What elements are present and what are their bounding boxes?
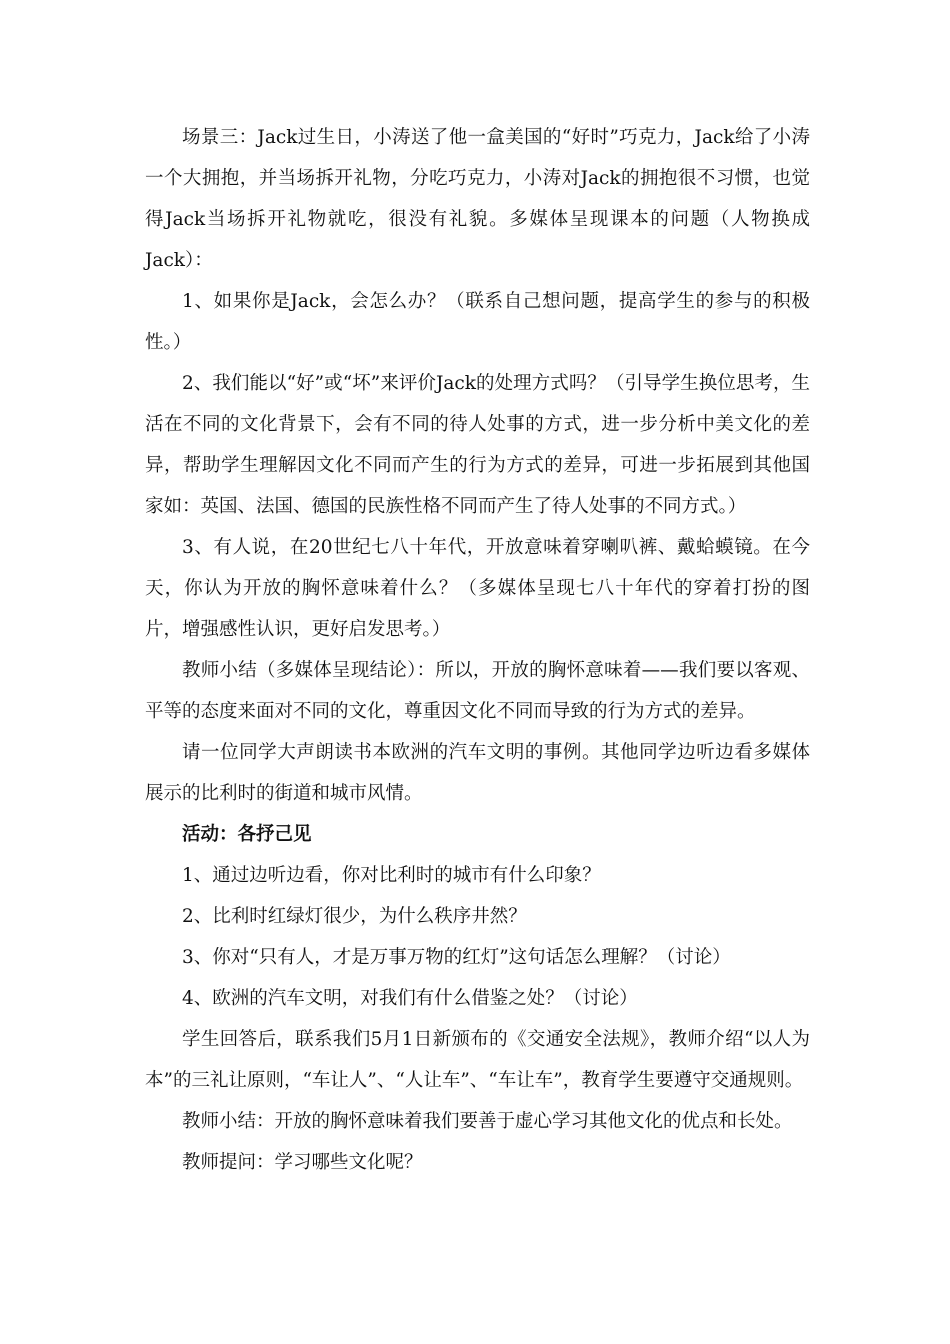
question-2: 2、我们能以“好”或“坏”来评价Jack的处理方式吗？（引导学生换位思考，生活在不同的文化背景下，会有不同的待人处事的方式，进一步分析中美文化的差异，帮助学生理解因文化不同而产生的行为方式的差异，可进一步拓展到其他国家如：英国、法国、德国的民族性格不同而产生了待人处事的不同方式。） bbox=[145, 373, 810, 517]
question-1: 1、如果你是Jack，会怎么办？（联系自己想问题，提高学生的参与的积极性。） bbox=[145, 291, 810, 353]
activity-question-1: 1、通过边听边看，你对比利时的城市有什么印象？ bbox=[182, 865, 601, 886]
activity-question-3: 3、你对“只有人，才是万事万物的红灯”这句话怎么理解？（讨论） bbox=[182, 947, 731, 968]
question-3: 3、有人说，在20世纪七八十年代，开放意味着穿喇叭裤、戴蛤蟆镜。在今天，你认为开放的胸怀意味着什么？（多媒体呈现七八十年代的穿着打扮的图片，增强感性认识，更好启发思考。） bbox=[145, 537, 810, 640]
teacher-summary-2: 教师小结：开放的胸怀意味着我们要善于虚心学习其他文化的优点和长处。 bbox=[182, 1111, 793, 1132]
teacher-question: 教师提问：学习哪些文化呢？ bbox=[182, 1152, 423, 1173]
traffic-rules-paragraph: 学生回答后，联系我们5月1日新颁布的《交通安全法规》，教师介绍“以人为本”的三礼让原则，“车让人”、“人让车”、“车让车”，教育学生要遵守交通规则。 bbox=[145, 1029, 810, 1091]
document-body bbox=[145, 117, 810, 1183]
activity-question-4: 4、欧洲的汽车文明，对我们有什么借鉴之处？（讨论） bbox=[182, 988, 638, 1009]
activity-question-2: 2、比利时红绿灯很少，为什么秩序井然？ bbox=[182, 906, 527, 927]
teacher-summary-1: 教师小结（多媒体呈现结论）：所以，开放的胸怀意味着——我们要以客观、平等的态度来面对不同的文化，尊重因文化不同而导致的行为方式的差异。 bbox=[145, 660, 810, 722]
scene-three-paragraph: 场景三：Jack过生日，小涛送了他一盒美国的“好时”巧克力，Jack给了小涛一个大拥抱，并当场拆开礼物，分吃巧克力，小涛对Jack的拥抱很不习惯，也觉得Jack当场拆开礼物就吃，很没有礼貌。多媒体呈现课本的问题（人物换成Jack）： bbox=[145, 127, 810, 271]
activity-heading: 活动：各抒己见 bbox=[182, 824, 312, 845]
reading-instruction: 请一位同学大声朗读书本欧洲的汽车文明的事例。其他同学边听边看多媒体展示的比利时的街道和城市风情。 bbox=[145, 742, 810, 804]
